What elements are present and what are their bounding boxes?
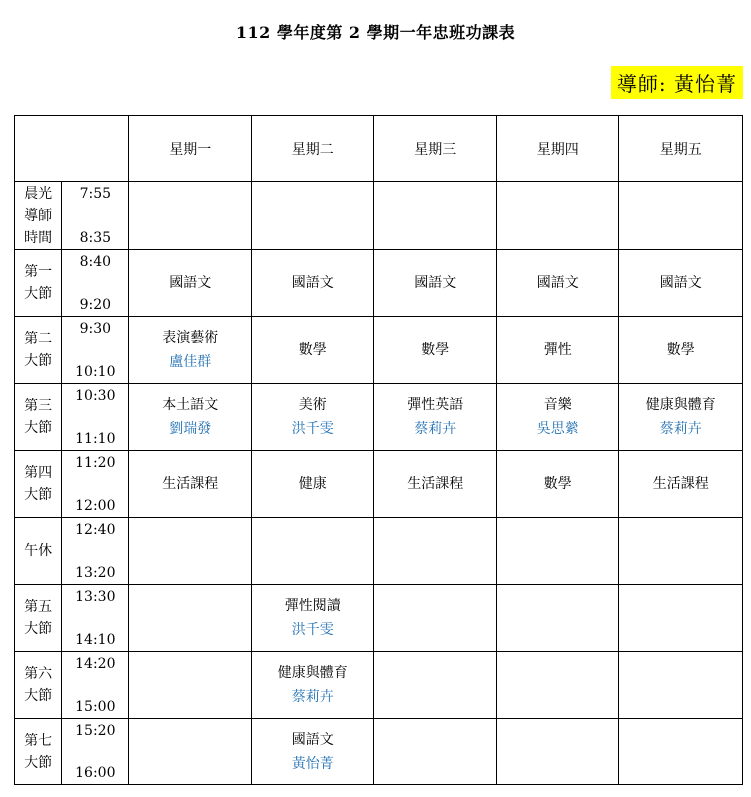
class-cell (251, 250, 374, 317)
class-cell (251, 384, 374, 451)
class-cell (129, 585, 252, 652)
subject-name: 數學 (298, 342, 327, 358)
start-time: 10:30 (75, 387, 116, 404)
subject-name: 表演藝術 (162, 330, 219, 346)
class-cell (496, 451, 619, 518)
end-time: 8:35 (79, 229, 112, 246)
class-cell (374, 317, 497, 384)
subject-name: 彈性英語 (407, 397, 464, 413)
subject-name: 健康 (298, 476, 327, 492)
class-cell (129, 250, 252, 317)
start-time: 13:30 (75, 588, 116, 605)
class-cell (374, 451, 497, 518)
day-header-mon: 星期一 (129, 116, 252, 182)
period-label: 第二大節 (15, 317, 62, 384)
start-time: 8:40 (79, 253, 112, 270)
class-cell (619, 518, 743, 585)
class-cell (619, 451, 743, 518)
subject-name: 數學 (543, 476, 572, 492)
day-header-thu: 星期四 (496, 116, 619, 182)
period-label: 第五大節 (15, 585, 62, 652)
period-label: 第七大節 (15, 719, 62, 785)
subject-name: 國語文 (659, 275, 702, 291)
subject-name: 健康與體育 (277, 665, 348, 681)
subject-name: 國語文 (169, 275, 212, 291)
subject-name: 彈性 (543, 342, 572, 358)
period-label: 第四大節 (15, 451, 62, 518)
period-row (15, 585, 743, 652)
class-cell (129, 652, 252, 719)
subject-name: 彈性閱讀 (284, 598, 341, 614)
subject-name: 國語文 (414, 275, 457, 291)
period-label: 午休 (15, 518, 62, 585)
end-time: 14:10 (75, 631, 116, 648)
period-row (15, 317, 743, 384)
subject-name: 生活課程 (652, 476, 709, 492)
teacher-name: 蔡莉卉 (659, 421, 702, 437)
period-row (15, 182, 743, 250)
class-cell (129, 182, 252, 250)
class-cell (619, 317, 743, 384)
class-cell (129, 451, 252, 518)
class-cell (374, 585, 497, 652)
teacher-name: 蔡莉卉 (414, 421, 457, 437)
class-cell (251, 585, 374, 652)
subject-name: 國語文 (291, 275, 334, 291)
class-cell (251, 719, 374, 785)
time-cell (62, 182, 129, 250)
period-label: 晨光導師時間 (15, 182, 62, 250)
class-cell (496, 182, 619, 250)
class-cell (374, 518, 497, 585)
timetable (14, 115, 743, 785)
teacher-name: 洪千雯 (291, 421, 334, 437)
period-row (15, 250, 743, 317)
class-cell (129, 317, 252, 384)
end-time: 15:00 (75, 698, 116, 715)
subject-name: 生活課程 (162, 476, 219, 492)
class-cell (496, 250, 619, 317)
day-header-row (15, 116, 743, 182)
class-cell (129, 719, 252, 785)
start-time: 12:40 (75, 521, 116, 538)
day-header-fri: 星期五 (619, 116, 743, 182)
class-cell (619, 719, 743, 785)
period-label: 第三大節 (15, 384, 62, 451)
end-time: 16:00 (75, 764, 116, 781)
time-cell (62, 451, 129, 518)
start-time: 7:55 (79, 185, 112, 202)
teacher-name: 劉瑞發 (169, 421, 212, 437)
subject-name: 國語文 (291, 731, 334, 748)
time-cell (62, 250, 129, 317)
class-cell (251, 182, 374, 250)
class-cell (374, 719, 497, 785)
class-cell (251, 451, 374, 518)
class-cell (129, 384, 252, 451)
time-cell (62, 652, 129, 719)
subject-name: 本土語文 (162, 397, 219, 413)
time-cell (62, 719, 129, 785)
class-cell (619, 585, 743, 652)
period-label: 第六大節 (15, 652, 62, 719)
teacher-name: 盧佳群 (169, 354, 212, 370)
class-cell (496, 652, 619, 719)
class-cell (374, 384, 497, 451)
period-row (15, 384, 743, 451)
class-cell (251, 518, 374, 585)
teacher-name: 黃怡菁 (291, 755, 334, 772)
class-cell (496, 585, 619, 652)
class-cell (496, 719, 619, 785)
time-cell (62, 317, 129, 384)
class-cell (496, 317, 619, 384)
class-cell (251, 317, 374, 384)
period-row (15, 451, 743, 518)
subject-name: 數學 (666, 342, 695, 358)
end-time: 12:00 (75, 497, 116, 514)
period-label: 第一大節 (15, 250, 62, 317)
subject-name: 美術 (298, 397, 327, 413)
class-cell (619, 182, 743, 250)
time-cell (62, 384, 129, 451)
start-time: 15:20 (75, 722, 116, 739)
teacher-name: 洪千雯 (291, 622, 334, 638)
homeroom-teacher-badge: 導師: 黃怡菁 (611, 66, 743, 99)
class-cell (251, 652, 374, 719)
class-cell (374, 652, 497, 719)
class-cell (619, 384, 743, 451)
period-row (15, 652, 743, 719)
period-row (15, 719, 743, 785)
class-cell (619, 250, 743, 317)
class-cell (374, 182, 497, 250)
start-time: 11:20 (75, 454, 116, 471)
class-cell (374, 250, 497, 317)
end-time: 11:10 (75, 430, 116, 447)
start-time: 9:30 (79, 320, 112, 337)
end-time: 10:10 (75, 363, 116, 380)
day-header-tue: 星期二 (251, 116, 374, 182)
subject-name: 國語文 (536, 275, 579, 291)
end-time: 13:20 (75, 564, 116, 581)
class-cell (496, 384, 619, 451)
subject-name: 音樂 (543, 397, 572, 413)
subject-name: 數學 (421, 342, 450, 358)
subject-name: 健康與體育 (645, 397, 716, 413)
corner-cell (15, 116, 129, 182)
class-cell (496, 518, 619, 585)
teacher-name: 蔡莉卉 (291, 689, 334, 705)
start-time: 14:20 (75, 655, 116, 672)
period-row (15, 518, 743, 585)
teacher-name: 吳思縈 (536, 421, 579, 437)
class-cell (129, 518, 252, 585)
page-title: 112 學年度第 2 學期一年忠班功課表 (235, 23, 516, 42)
subject-name: 生活課程 (407, 476, 464, 492)
time-cell (62, 518, 129, 585)
day-header-wed: 星期三 (374, 116, 497, 182)
time-cell (62, 585, 129, 652)
end-time: 9:20 (79, 296, 112, 313)
class-cell (619, 652, 743, 719)
